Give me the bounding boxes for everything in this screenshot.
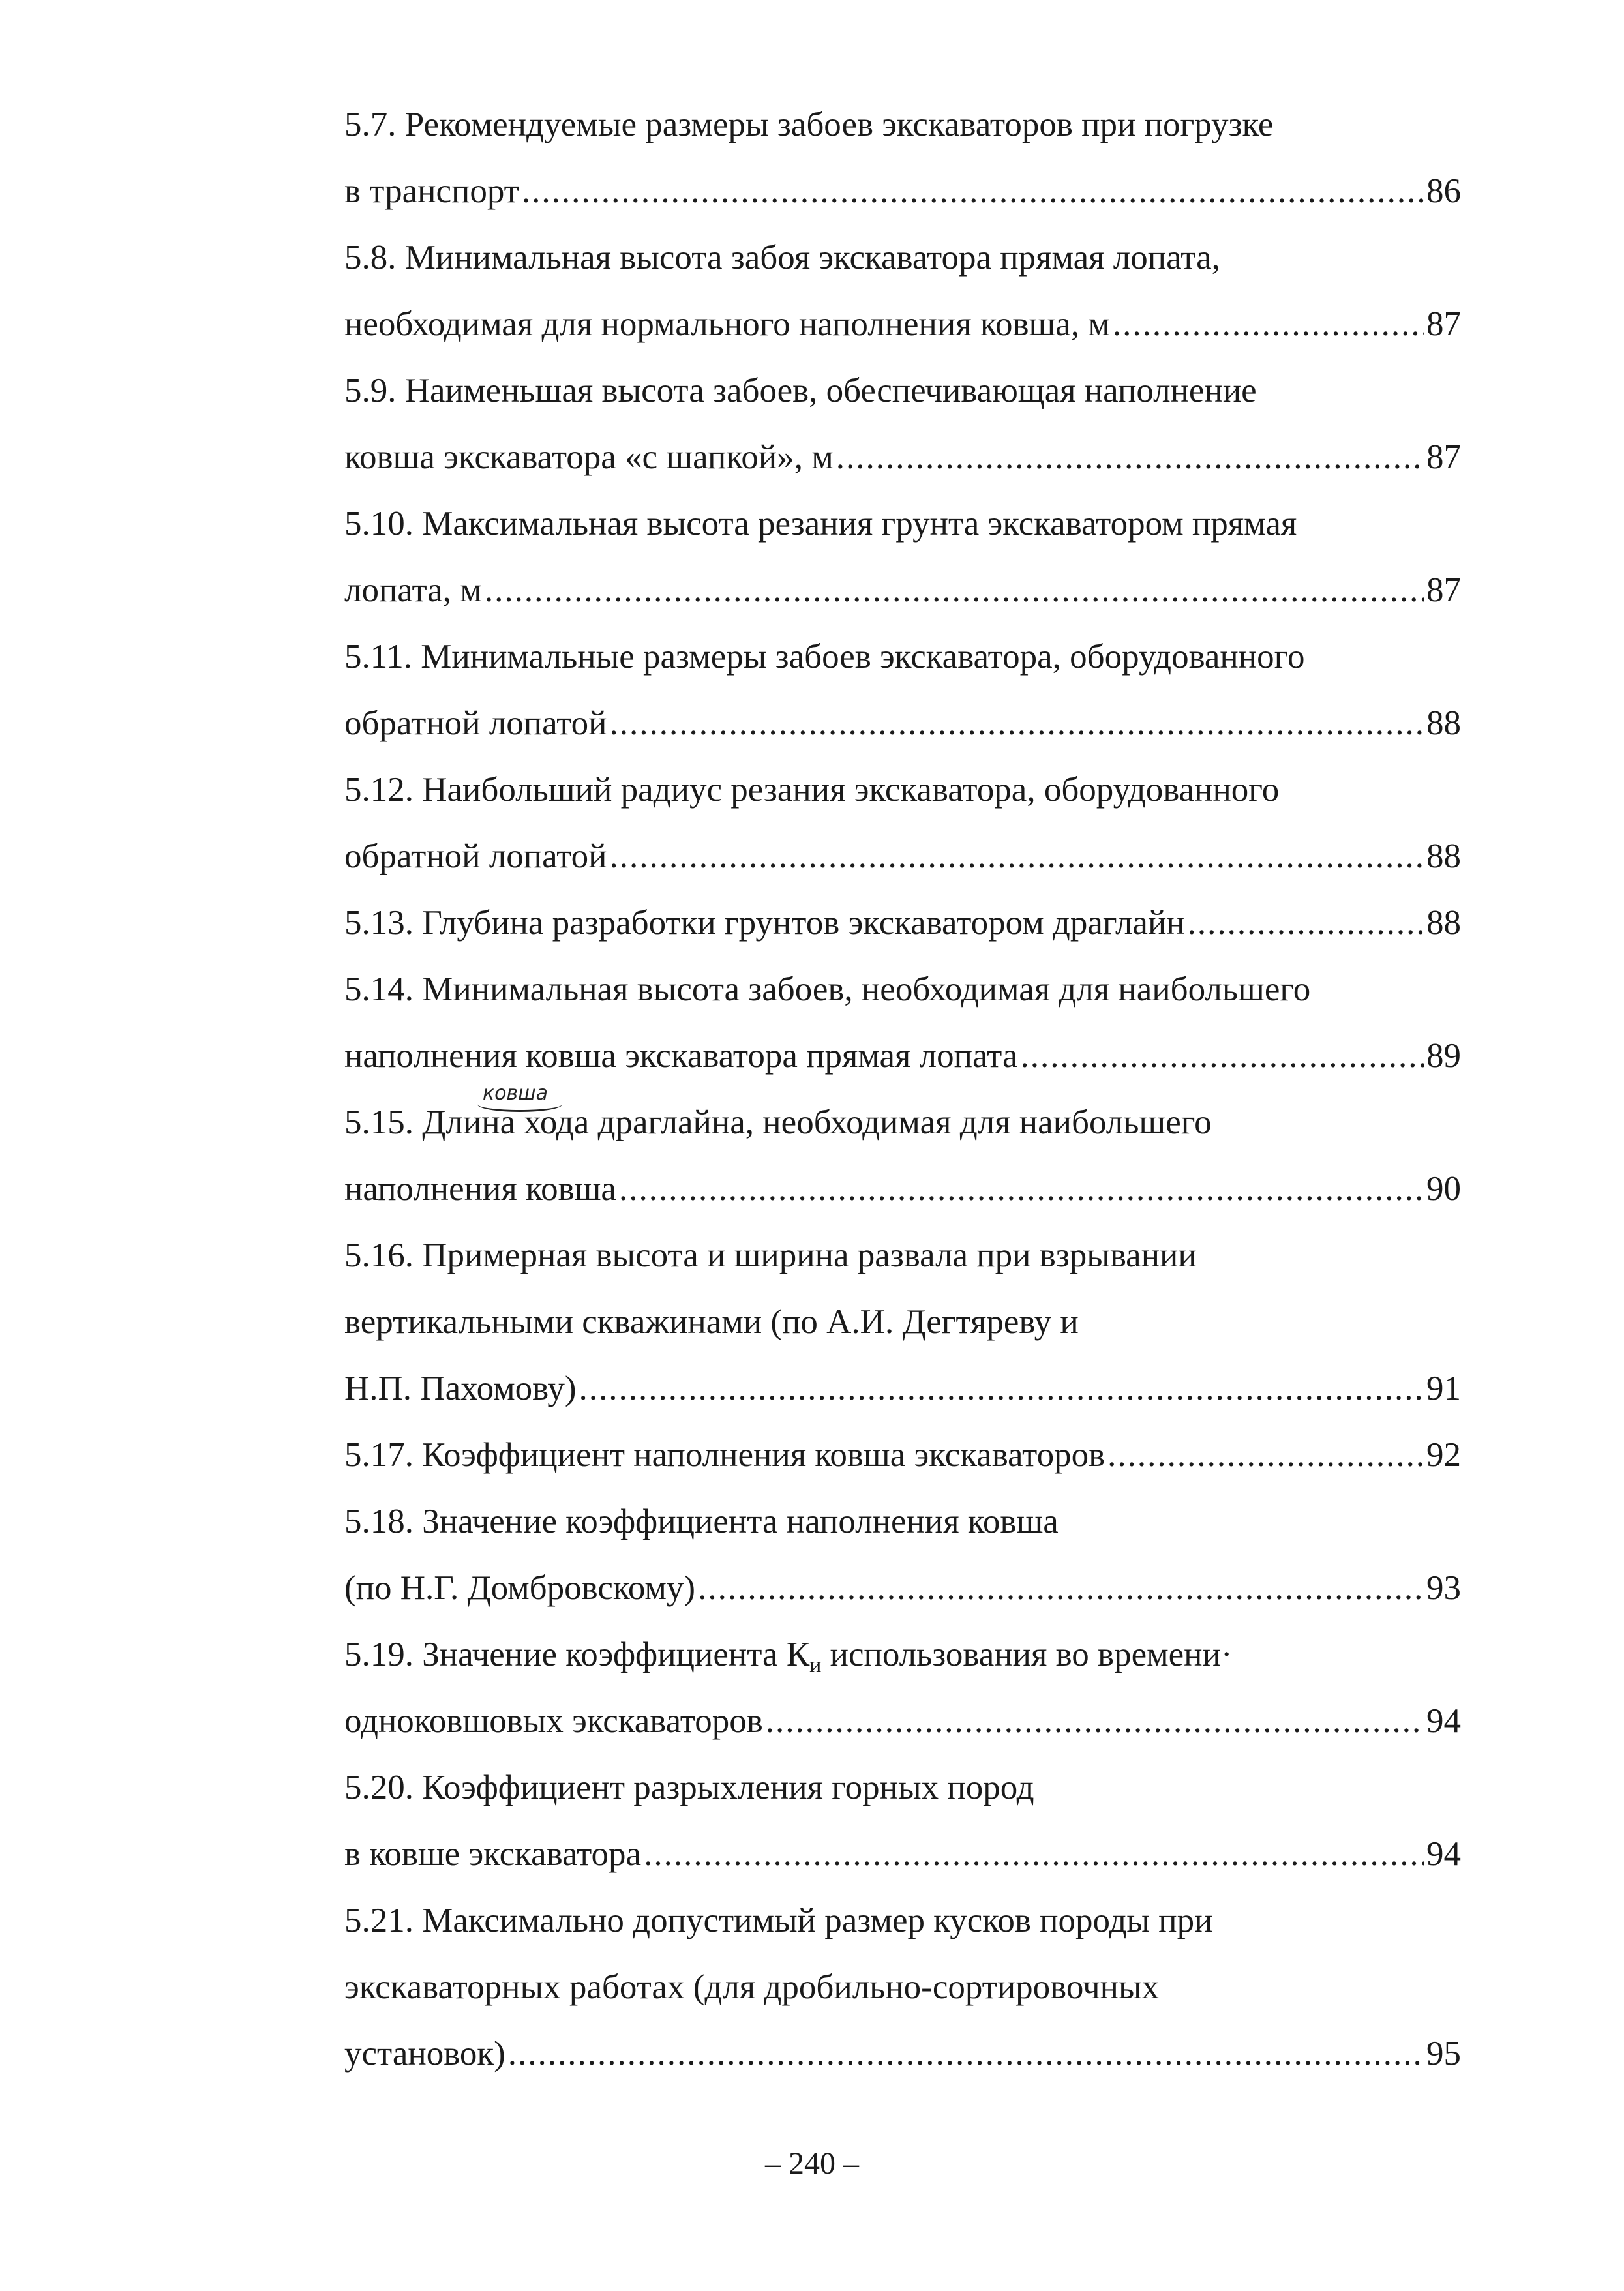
- toc-entry-text: Н.П. Пахомову): [344, 1370, 577, 1407]
- dot-leader: [1107, 1422, 1424, 1488]
- toc-entry-text: 5.16. Примерная высота и ширина развала при взрывании: [344, 1236, 1197, 1274]
- toc-page-number: 87: [1426, 571, 1461, 609]
- toc-entry-text: 5.7. Рекомендуемые размеры забоев экскаваторов при погрузке: [344, 106, 1274, 143]
- toc-entry-text: установок): [344, 2035, 505, 2073]
- toc-page-number: 86: [1426, 172, 1461, 210]
- toc-line: [344, 1821, 1461, 1887]
- toc-page-number: 87: [1426, 438, 1461, 476]
- toc-entry-text: 5.11. Минимальные размеры забоев экскаватора, оборудованного: [344, 638, 1305, 676]
- toc-entry-text: наполнения ковша экскаватора прямая лопата: [344, 1037, 1018, 1075]
- toc-entry-text: 5.8. Минимальная высота забоя экскаватора прямая лопата,: [344, 239, 1220, 277]
- toc-entry-text-before: 5.19. Значение коэффициента К: [344, 1636, 810, 1673]
- toc-line: [344, 1222, 1461, 1289]
- toc-line: [344, 756, 1461, 823]
- toc-line: [344, 557, 1461, 623]
- toc-page-number: 94: [1426, 1835, 1461, 1873]
- toc-entry-text-content: 5.15. Длина хода драглайна, необходимая для наибольшего: [344, 1103, 1212, 1141]
- toc-line: [344, 2020, 1461, 2087]
- dot-leader: [698, 1555, 1424, 1621]
- dot-leader: [1113, 291, 1424, 357]
- toc-entry-text: [344, 1082, 1212, 1156]
- toc-line: [344, 1954, 1461, 2020]
- toc-page-number: 94: [1426, 1702, 1461, 1740]
- toc-entry-text: вертикальными скважинами (по А.И. Дегтяреву и: [344, 1303, 1079, 1341]
- table-of-contents: [344, 91, 1461, 2087]
- toc-line: [344, 1555, 1461, 1621]
- toc-line: [344, 1754, 1461, 1821]
- dot-leader: [644, 1821, 1424, 1887]
- toc-line: [344, 1082, 1461, 1156]
- toc-entry-text: 5.9. Наименьшая высота забоев, обеспечивающая наполнение: [344, 372, 1257, 410]
- dot-leader: [579, 1355, 1424, 1422]
- toc-line: [344, 291, 1461, 357]
- toc-line: [344, 158, 1461, 224]
- dot-leader: [1020, 1023, 1424, 1089]
- toc-page-number: 93: [1426, 1569, 1461, 1607]
- dot-leader: [1188, 890, 1424, 956]
- toc-line: [344, 1688, 1461, 1754]
- toc-entry-text-after: использования во времени·: [821, 1636, 1233, 1673]
- handwritten-note: ковша: [483, 1082, 548, 1105]
- toc-entry-text: одноковшовых экскаваторов: [344, 1702, 763, 1740]
- toc-line: [344, 1621, 1461, 1688]
- toc-entry-text: 5.10. Максимальная высота резания грунта экскаватором прямая: [344, 505, 1297, 543]
- toc-line: [344, 490, 1461, 557]
- toc-entry-text: ковша экскаватора «с шапкой», м: [344, 438, 834, 476]
- toc-line: [344, 91, 1461, 158]
- dot-leader: [619, 1156, 1424, 1222]
- toc-entry-text: обратной лопатой: [344, 837, 607, 875]
- toc-page-number: 88: [1426, 837, 1461, 875]
- page-number-footer: – 240 –: [765, 2146, 859, 2181]
- toc-page-number: 88: [1426, 904, 1461, 942]
- toc-page-number: 95: [1426, 2035, 1461, 2073]
- dot-leader: [610, 823, 1424, 890]
- toc-page-number: 89: [1426, 1037, 1461, 1075]
- toc-line: [344, 357, 1461, 424]
- toc-entry-text: [344, 1621, 1233, 1692]
- toc-entry-text: наполнения ковша: [344, 1170, 616, 1208]
- dot-leader: [508, 2020, 1424, 2087]
- toc-entry-text: 5.20. Коэффициент разрыхления горных пород: [344, 1769, 1034, 1806]
- toc-entry-text: обратной лопатой: [344, 704, 607, 742]
- dot-leader: [766, 1688, 1424, 1754]
- toc-entry-text: 5.21. Максимально допустимый размер кусков породы при: [344, 1902, 1213, 1939]
- toc-line: [344, 1422, 1461, 1488]
- toc-entry-text: 5.14. Минимальная высота забоев, необходимая для наибольшего: [344, 970, 1311, 1008]
- toc-entry-text: 5.12. Наибольший радиус резания экскаватора, оборудованного: [344, 771, 1280, 809]
- toc-line: [344, 1488, 1461, 1555]
- dot-leader: [522, 158, 1424, 224]
- toc-page-number: 91: [1426, 1370, 1461, 1407]
- toc-entry-text: в ковше экскаватора: [344, 1835, 642, 1873]
- toc-line: [344, 1887, 1461, 1954]
- toc-entry-text: лопата, м: [344, 571, 482, 609]
- toc-line: [344, 424, 1461, 490]
- toc-line: [344, 224, 1461, 291]
- toc-line: [344, 956, 1461, 1023]
- toc-page-number: 87: [1426, 305, 1461, 343]
- dot-leader: [836, 424, 1424, 490]
- toc-page-number: 92: [1426, 1436, 1461, 1474]
- toc-entry-text: экскаваторных работах (для дробильно-сортировочных: [344, 1968, 1160, 2006]
- toc-page-number: 88: [1426, 704, 1461, 742]
- toc-line: [344, 890, 1461, 956]
- toc-line: [344, 690, 1461, 756]
- toc-line: [344, 1289, 1461, 1355]
- toc-line: [344, 623, 1461, 690]
- toc-entry-text: 5.17. Коэффициент наполнения ковша экскаваторов: [344, 1436, 1105, 1474]
- toc-line: [344, 1156, 1461, 1222]
- toc-line: [344, 1355, 1461, 1422]
- toc-entry-text: 5.18. Значение коэффициента наполнения ковша: [344, 1503, 1059, 1540]
- toc-line: [344, 823, 1461, 890]
- dot-leader: [610, 690, 1424, 756]
- subscript: и: [809, 1653, 822, 1677]
- toc-entry-text: в транспорт: [344, 172, 519, 210]
- toc-page-number: 90: [1426, 1170, 1461, 1208]
- toc-entry-text: (по Н.Г. Домбровскому): [344, 1569, 696, 1607]
- toc-entry-text: необходимая для нормального наполнения ковша, м: [344, 305, 1110, 343]
- dot-leader: [485, 557, 1424, 623]
- toc-entry-text: 5.13. Глубина разработки грунтов экскаватором драглайн: [344, 904, 1185, 942]
